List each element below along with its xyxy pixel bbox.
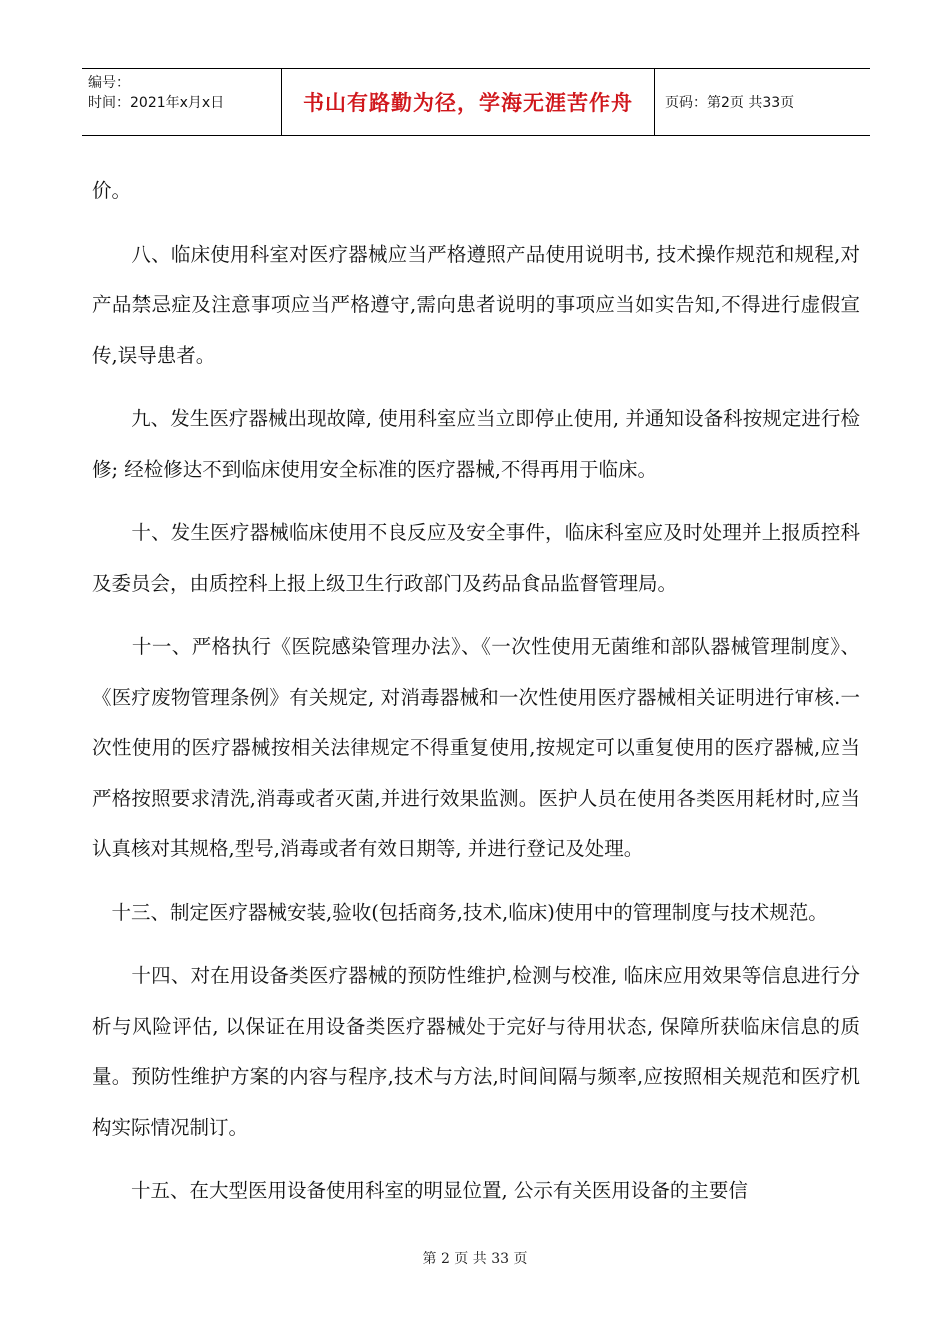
paragraph-item-9: 九、发生医疗器械出现故障, 使用科室应当立即停止使用, 并通知设备科按规定进行检修; 经检修达不到临床使用安全标准的医疗器械,不得再用于临床。 (92, 407, 860, 481)
paragraph-item-13: 十三、制定医疗器械安装,验收(包括商务,技术,临床)使用中的管理制度与技术规范。 (92, 900, 828, 924)
header-page-info: 页码：第2页 共33页 (665, 95, 795, 111)
document-date-label: 时间：2021年x月x日 (88, 95, 225, 111)
page-header (82, 68, 870, 136)
header-motto: 书山有路勤为径，学海无涯苦作舟 (282, 69, 655, 135)
paragraph-item-15: 十五、在大型医用设备使用科室的明显位置, 公示有关医用设备的主要信 (92, 1179, 748, 1202)
paragraph-item-8: 八、临床使用科室对医疗器械应当严格遵照产品使用说明书, 技术操作规范和规程,对产品禁忌症及注意事项应当严格遵守,需向患者说明的事项应当如实告知,不得进行虚假宣传,误导患者。 (92, 242, 860, 367)
paragraph-item-10: 十、发生医疗器械临床使用不良反应及安全事件，临床科室应及时处理并上报质控科及委员会，由质控科上报上级卫生行政部门及药品食品监督管理局。 (92, 521, 860, 595)
header-meta (82, 69, 282, 135)
document-body (92, 166, 860, 1217)
paragraph-item-14: 十四、对在用设备类医疗器械的预防性维护,检测与校准, 临床应用效果等信息进行分析与风险评估, 以保证在用设备类医疗器械处于完好与待用状态, 保障所获临床信息的质量。预防性维护方案的内容与程序,技术与方法,时间间隔与频率,应按照相关规范和医疗机构实际情况制订。 (92, 964, 860, 1139)
paragraph-continuation: 价。 (92, 179, 132, 202)
document-number-label: 编号： (88, 75, 130, 91)
page-footer: 第 2 页 共 33 页 (422, 1251, 528, 1267)
paragraph-item-11: 十一、严格执行《医院感染管理办法》、《一次性使用无菌维和部队器械管理制度》、《医疗废物管理条例》有关规定, 对消毒器械和一次性使用医疗器械相关证明进行审核.一次性使用的医疗器械按相关法律规定不得重复使用,按规定可以重复使用的医疗器械,应当严格按照要求清洗,消毒或者灭菌,并进行效果监测。医护人员在使用各类医用耗材时,应当认真核对其规格,型号,消毒或者有效日期等, 并进行登记及处理。 (92, 635, 860, 860)
